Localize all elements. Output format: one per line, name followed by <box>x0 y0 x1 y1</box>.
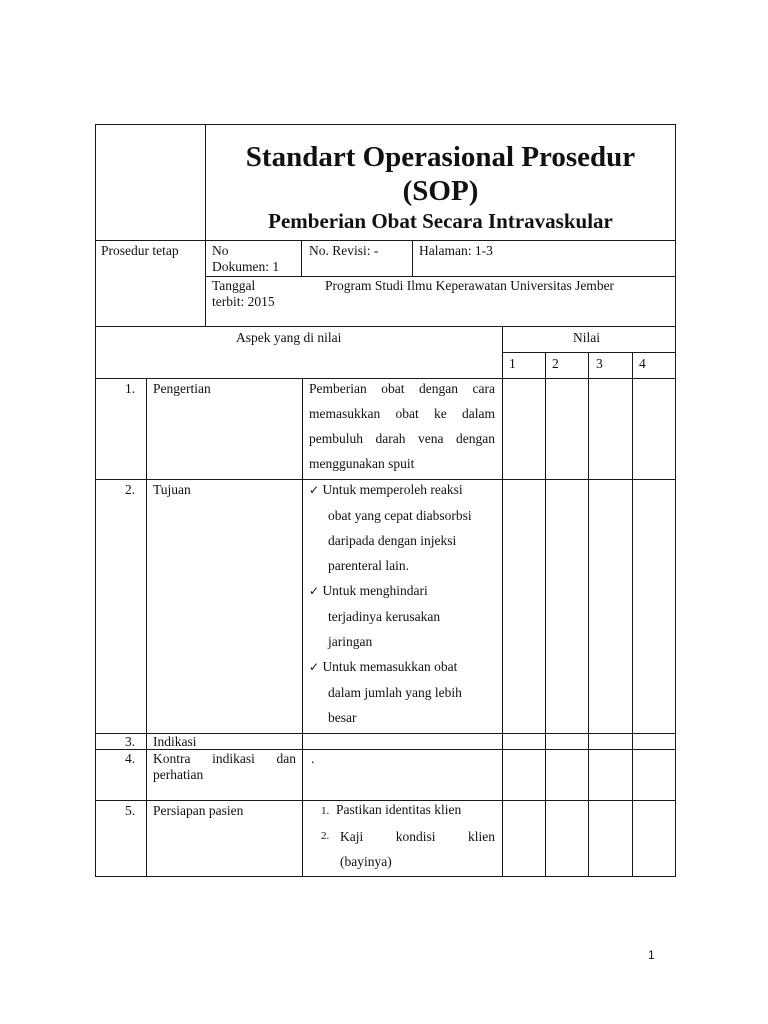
vline-score-4 <box>632 352 633 877</box>
tujuan-item-1: ✓ Untuk memperoleh reaksi <box>309 482 463 497</box>
tujuan-item-3: ✓ Untuk memasukkan obat <box>309 659 458 674</box>
check-icon: ✓ <box>309 483 320 497</box>
row1-line: menggunakan spuit <box>309 456 415 471</box>
check-icon: ✓ <box>309 660 320 674</box>
tujuan-line: parenteral lain. <box>328 558 409 573</box>
no-revisi: No. Revisi: - <box>309 243 379 258</box>
halaman: Halaman: 1-3 <box>419 243 493 258</box>
row1-content <box>309 376 495 476</box>
row4-label-line1: Kontra indikasi dan <box>153 751 296 766</box>
score-3: 3 <box>596 356 603 371</box>
hline-meta-mid <box>206 276 676 277</box>
hline-scores-top <box>502 352 676 353</box>
document-subtitle: Pemberian Obat Secara Intravaskular <box>268 209 613 233</box>
hline-top <box>95 124 676 125</box>
row1-line: pembuluh darah vena dengan <box>309 431 495 446</box>
vline-label <box>302 378 303 877</box>
row5-number: 5. <box>125 803 136 818</box>
vline-num <box>146 378 147 877</box>
vline-score-2 <box>545 352 546 877</box>
tujuan-line: daripada dengan injeksi <box>328 533 457 548</box>
tujuan-line: obat yang cepat diabsorbsi <box>328 508 472 523</box>
vline-meta-a <box>301 240 302 277</box>
document-title: Standart Operasional Prosedur <box>245 141 636 173</box>
vline-score-3 <box>588 352 589 877</box>
row4-number: 4. <box>125 751 136 766</box>
persiapan-item-2: 2. Kaji kondisi klien <box>321 829 495 844</box>
vline-meta-b <box>412 240 413 277</box>
hline-aspek-top <box>95 326 676 327</box>
vline-right <box>675 124 676 877</box>
score-4: 4 <box>639 356 646 371</box>
row1-line: memasukkan obat ke dalam <box>309 406 495 421</box>
tujuan-line: jaringan <box>328 634 373 649</box>
tujuan-line: terjadinya kerusakan <box>328 609 441 624</box>
row1-label: Pengertian <box>153 381 211 396</box>
persiapan-item-2-line2: (bayinya) <box>340 854 392 869</box>
tanggal-line1: Tanggal <box>212 278 256 293</box>
row4-label <box>153 751 296 783</box>
row4-label-line2: perhatian <box>153 767 204 782</box>
tujuan-line: besar <box>328 710 357 725</box>
row2-content <box>309 477 499 730</box>
page-number: 1 <box>648 948 655 962</box>
vline-left <box>95 124 96 877</box>
row5-label: Persiapan pasien <box>153 803 244 818</box>
aspek-header: Aspek yang di nilai <box>236 330 342 345</box>
no-dokumen-line2: Dokumen: 1 <box>212 259 280 274</box>
institusi: Program Studi Ilmu Keperawatan Universitas Jember <box>325 278 615 293</box>
row3-number: 3. <box>125 734 136 749</box>
row2-label: Tujuan <box>153 482 191 497</box>
row5-content <box>321 797 495 874</box>
row1-number: 1. <box>125 381 136 396</box>
row4-content: . <box>311 751 315 766</box>
document-title-abbrev: (SOP) <box>402 175 479 207</box>
prosedur-tetap-label: Prosedur tetap <box>101 243 179 258</box>
row3-label: Indikasi <box>153 734 197 749</box>
hline-meta-top <box>95 240 676 241</box>
no-dokumen-line1: No <box>212 243 229 258</box>
tujuan-item-2: ✓ Untuk menghindari <box>309 583 428 598</box>
score-1: 1 <box>509 356 516 371</box>
score-2: 2 <box>552 356 559 371</box>
row1-line: Pemberian obat dengan cara <box>309 381 495 396</box>
vline-nilai <box>502 326 503 877</box>
persiapan-item-1: 1. Pastikan identitas klien <box>321 802 462 817</box>
nilai-header: Nilai <box>573 330 600 345</box>
tujuan-line: dalam jumlah yang lebih <box>328 685 462 700</box>
row2-number: 2. <box>125 482 136 497</box>
tanggal-line2: terbit: 2015 <box>212 294 275 309</box>
check-icon: ✓ <box>309 584 320 598</box>
